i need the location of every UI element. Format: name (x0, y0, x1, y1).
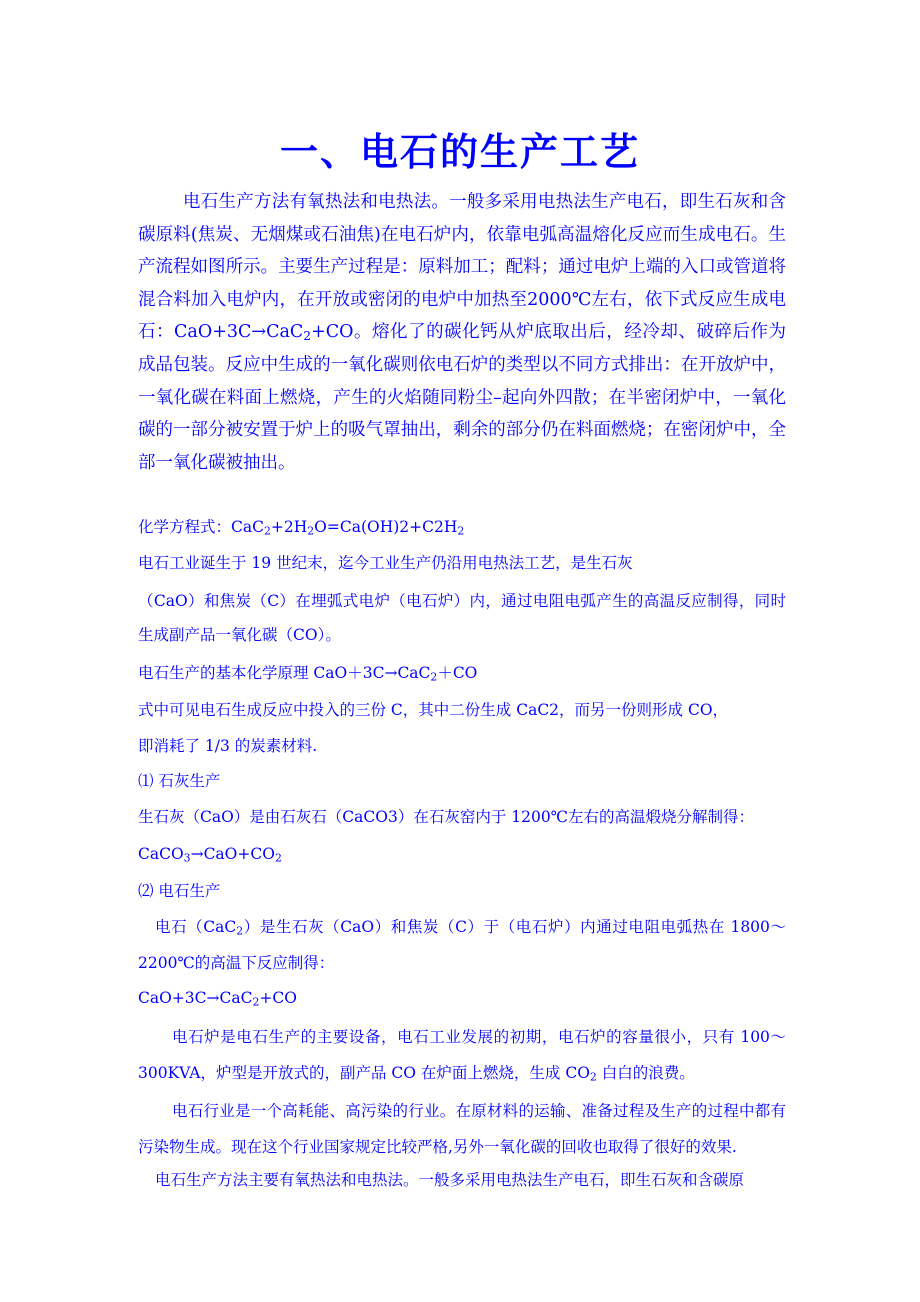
carbide-text-b: ）是生石灰（CaO）和焦炭（C）于（电石炉）内通过电阻电弧热在 1800～2200℃的高温下反应制得： (138, 918, 786, 972)
carbide-paragraph (138, 909, 786, 981)
eq3-text-a: CaO+3C→CaC (138, 989, 253, 1007)
intro-text-a: 电石生产方法有氧热法和电热法。一般多采用电热法生产电石，即生石灰和含碳原料(焦炭、无烟煤或石油焦)在电石炉内，依靠电弧高温熔化反应而生成电石。生产流程如图所示。主要生产过程是：原料加工；配料；通过电炉上端的入口或管道将混合料加入电炉内，在开放或密闭的电炉中加热至2000℃左右，依下式反应生成电石：CaO+3C→CaC (138, 192, 786, 343)
carbon-consumption-line: 即消耗了 1/3 的炭素材料. (138, 737, 318, 755)
eq2-text-a: CaCO (138, 845, 184, 863)
furnace-sub-1: 2 (589, 1070, 597, 1084)
eq3-sub-1: 2 (252, 995, 260, 1009)
carbide-sub-1: 2 (236, 924, 244, 938)
carbide-text-a: 电石（CaC (155, 918, 237, 936)
furnace-text-b: 白白的浪费。 (596, 1064, 695, 1082)
principle-text-b: ＋CO (437, 664, 478, 682)
lime-paragraph: 生石灰（CaO）是由石灰石（CaCO3）在石灰窑内于 1200℃左右的高温煅烧分解制得： (138, 808, 755, 826)
furnace-paragraph (138, 1019, 786, 1091)
eq2-sub-1: 3 (183, 851, 191, 865)
intro-paragraph (138, 186, 786, 479)
section-heading-carbide: ⑵ 电石生产 (138, 882, 221, 900)
equation-hydrolysis (138, 516, 464, 538)
history-line: 电石工业诞生于 19 世纪末，迄今工业生产仍沿用电热法工艺，是生石灰 (138, 554, 633, 572)
eq2-text-b: →CaO+CO (190, 845, 275, 863)
eq2-sub-2: 2 (274, 851, 282, 865)
eq1-sub-2: 2 (307, 524, 315, 538)
methods-paragraph: 电石生产方法主要有氧热法和电热法。一般多采用电热法生产电石，即生石灰和含碳原 (155, 1171, 745, 1189)
eq1-text-b: +2H (270, 518, 308, 536)
equation-carbide (138, 987, 297, 1009)
history-paragraph: （CaO）和焦炭（C）在埋弧式电炉（电石炉）内，通过电阻电弧产生的高温反应制得，同时生成副产品一氧化碳（CO）。 (138, 592, 786, 644)
page-title: 一、电石的生产工艺 (279, 130, 640, 174)
intro-sub-1: 2 (303, 329, 312, 344)
eq1-text-c: O=Ca(OH)2+C2H (314, 518, 458, 536)
eq3-text-b: +CO (259, 989, 297, 1007)
eq1-sub-1: 2 (263, 524, 271, 538)
eq1-text-a: 化学方程式：CaC (138, 518, 264, 536)
principle-sub-1: 2 (430, 670, 438, 684)
eq1-sub-3: 2 (457, 524, 465, 538)
section-heading-lime: ⑴ 石灰生产 (138, 772, 221, 790)
equation-calcination (138, 843, 282, 865)
principle-text-a: 电石生产的基本化学原理 CaO＋3C→CaC (138, 664, 431, 682)
furnace-text-a: 电石炉是电石生产的主要设备，电石工业发展的初期，电石炉的容量很小，只有 100～300KVA，炉型是开放式的，副产品 CO 在炉面上燃烧，生成 CO (138, 1028, 786, 1082)
principle-line (138, 662, 477, 684)
intro-text-b: +CO。熔化了的碳化钙从炉底取出后，经冷却、破碎后作为成品包装。反应中生成的一氧化碳则依电石炉的类型以不同方式排出：在开放炉中，一氧化碳在料面上燃烧，产生的火焰随同粉尘–起向外四散；在半密闭炉中，一氧化碳的一部分被安置于炉上的吸气罩抽出，剩余的部分仍在料面燃烧；在密闭炉中，全部一氧化碳被抽出。 (138, 322, 786, 473)
pollution-paragraph: 电石行业是一个高耗能、高污染的行业。在原材料的运输、准备过程及生产的过程中都有污染物生成。现在这个行业国家规定比较严格,另外一氧化碳的回收也取得了很好的效果. (138, 1102, 786, 1156)
carbon-share-line: 式中可见电石生成反应中投入的三份 C，其中二份生成 CaC2，而另一份则形成 CO， (138, 701, 729, 719)
